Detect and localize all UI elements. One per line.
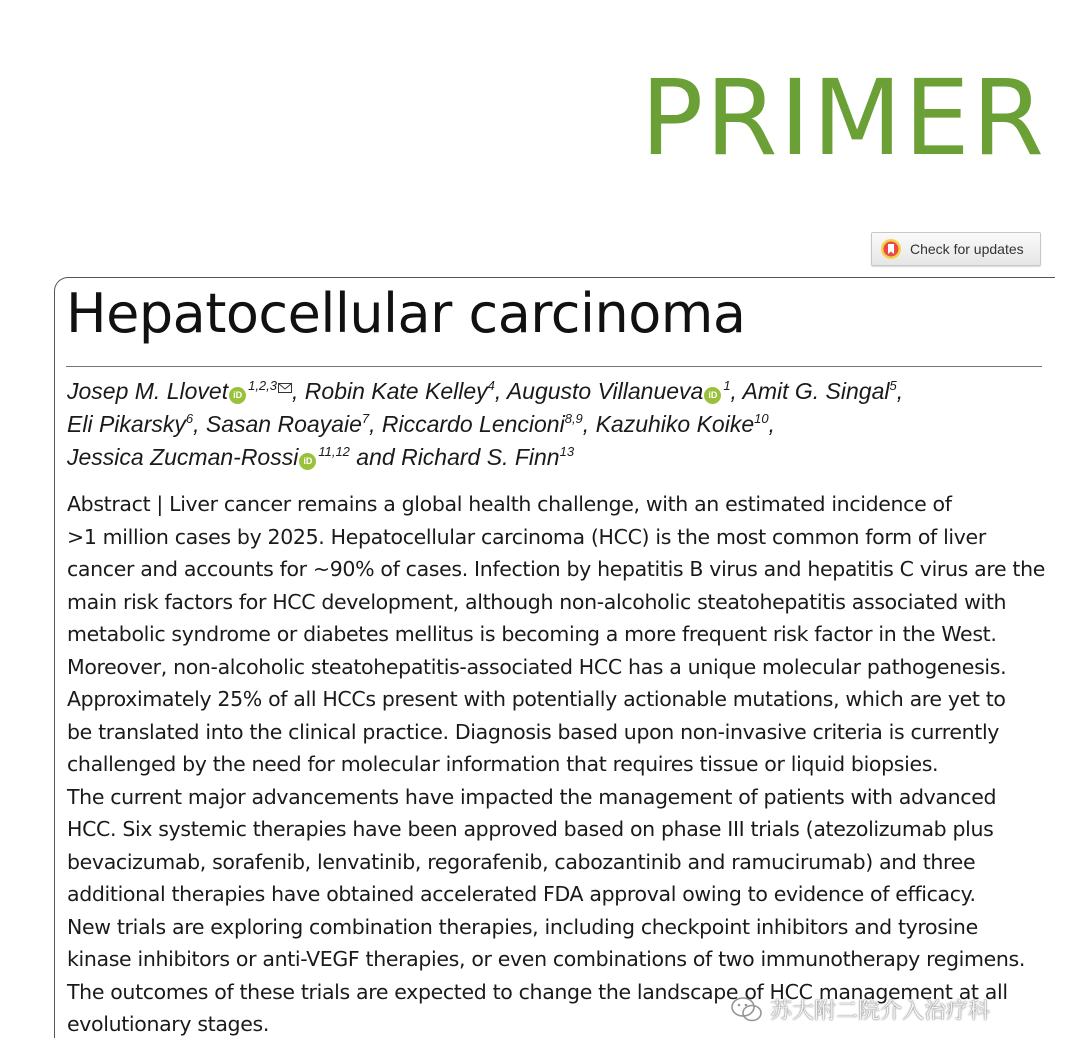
abstract-line: metabolic syndrome or diabetes mellitus is becoming a more frequent risk factor in the West. — [67, 622, 997, 646]
author-name[interactable]: Riccardo Lencioni — [381, 411, 565, 437]
abstract-line: be translated into the clinical practice. Diagnosis based upon non-invasive criteria is currently — [67, 719, 1000, 744]
author-name[interactable]: Josep M. Llovet — [67, 378, 229, 404]
author-separator: , — [768, 411, 775, 437]
abstract-line: Abstract | Liver cancer remains a global health challenge, with an estimated incidence of — [67, 492, 952, 516]
author-name[interactable]: Eli Pikarsky — [67, 411, 186, 437]
watermark — [730, 994, 990, 1025]
author-affiliation: 11,12 — [318, 444, 350, 459]
author-separator: , — [730, 378, 743, 404]
bookmark-badge-icon — [880, 238, 902, 260]
author-separator: , — [193, 411, 206, 437]
author-name[interactable]: Robin Kate Kelley — [304, 378, 488, 404]
section-label: PRIMER — [640, 57, 1046, 179]
author-name[interactable]: Richard S. Finn — [401, 444, 560, 470]
watermark-text: 苏大附二院介入治疗科 — [770, 999, 991, 1024]
author-separator: , — [896, 378, 904, 404]
author-affiliation: 10 — [754, 411, 769, 426]
author-name[interactable]: Amit G. Singal — [742, 378, 890, 404]
abstract-line: >1 million cases by 2025. Hepatocellular carcinoma (HCC) is the most common form of liver — [67, 524, 986, 549]
check-for-updates-label: Check for updates — [910, 241, 1024, 257]
abstract-line: cancer and accounts for ~90% of cases. Infection by hepatitis B virus and hepatitis C virus are the — [67, 557, 1045, 581]
abstract-line: HCC. Six systemic therapies have been approved based on phase III trials (atezolizumab plus — [67, 817, 994, 841]
author-affiliation: 1 — [723, 378, 731, 393]
author-separator: , — [292, 378, 305, 404]
author-separator: , — [494, 378, 507, 404]
author-affiliation: 1,2,3 — [248, 378, 278, 393]
orcid-icon[interactable]: iD — [229, 387, 246, 404]
article-title: Hepatocellular carcinoma — [66, 282, 746, 345]
abstract-line: main risk factors for HCC development, although non-alcoholic steatohepatitis associated with — [67, 589, 1007, 614]
author-affiliation: 6 — [185, 411, 194, 426]
envelope-icon[interactable] — [278, 383, 292, 393]
author-separator: and — [349, 444, 402, 470]
abstract — [67, 488, 1045, 1041]
abstract-line: The current major advancements have impacted the management of patients with advanced — [67, 784, 997, 809]
author-affiliation: 7 — [361, 411, 370, 426]
abstract-line: challenged by the need for molecular information that requires tissue or liquid biopsies. — [67, 752, 939, 776]
abstract-line: Moreover, non-alcoholic steatohepatitis-associated HCC has a unique molecular pathogenesis. — [67, 654, 1007, 679]
author-name[interactable]: Augusto Villanueva — [506, 378, 704, 404]
author-name[interactable]: Jessica Zucman-Rossi — [67, 444, 299, 470]
check-for-updates-button[interactable] — [871, 232, 1041, 266]
author-affiliation: 8,9 — [564, 411, 583, 426]
author-name[interactable]: Sasan Roayaie — [205, 411, 362, 437]
abstract-line: bevacizumab, sorafenib, lenvatinib, regorafenib, cabozantinib and ramucirumab) and three — [67, 849, 976, 874]
abstract-line: kinase inhibitors or anti-VEGF therapies, or even combinations of two immunotherapy regimens. — [67, 947, 1026, 971]
abstract-line: evolutionary stages. — [67, 1012, 269, 1036]
orcid-icon[interactable]: iD — [299, 453, 316, 470]
wechat-icon — [730, 996, 764, 1024]
title-divider — [66, 366, 1042, 367]
author-affiliation: 4 — [487, 378, 495, 393]
abstract-line: New trials are exploring combination therapies, including checkpoint inhibitors and tyrosine — [67, 914, 978, 939]
author-name[interactable]: Kazuhiko Koike — [595, 411, 755, 437]
abstract-line: Approximately 25% of all HCCs present with potentially actionable mutations, which are yet to — [67, 687, 1006, 711]
author-list — [67, 375, 1037, 474]
orcid-icon[interactable]: iD — [704, 387, 721, 404]
author-affiliation: 5 — [889, 378, 897, 393]
author-affiliation: 13 — [559, 444, 575, 459]
author-separator: , — [582, 411, 596, 437]
abstract-line: The outcomes of these trials are expected to change the landscape of HCC management at all — [67, 979, 1008, 1004]
author-separator: , — [369, 411, 382, 437]
abstract-line: additional therapies have obtained accelerated FDA approval owing to evidence of efficacy. — [67, 882, 976, 906]
